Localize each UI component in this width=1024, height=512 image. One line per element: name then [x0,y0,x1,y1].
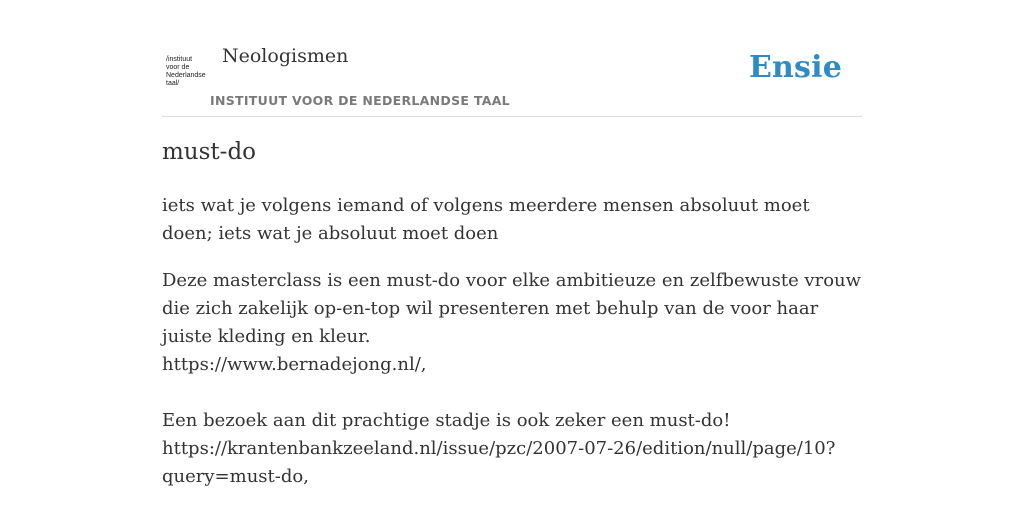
logo-line: /instituut [166,56,193,63]
example-source-link[interactable]: https://krantenbankzeeland.nl/issue/pzc/2007-07-26/edition/null/page/10?query=must-do, [162,438,836,487]
examples [162,267,862,491]
headword: must-do [162,139,257,165]
logo-line: Nederlandse [166,72,206,79]
example [162,407,862,491]
header [162,0,862,117]
example-text: Deze masterclass is een must-do voor elke ambitieuze en zelfbewuste vrouw die zich zakelijk op-en-top wil presenteren met behulp van de voor haar juiste kleding en kleur. [162,270,862,347]
example [162,267,862,379]
logo-line: voor de [166,64,190,71]
site-name[interactable]: Neologismen [222,45,349,67]
example-source-link[interactable]: https://www.bernadejong.nl/, [162,354,427,375]
brand-logo[interactable]: Ensie [748,50,842,85]
page [162,0,862,512]
institute-name: INSTITUUT VOOR DE NEDERLANDSE TAAL [210,93,510,108]
example-text: Een bezoek aan dit prachtige stadje is ook zeker een must-do! [162,410,731,431]
definition: iets wat je volgens iemand of volgens meerdere mensen absoluut moet doen; iets wat je absoluut moet doen [162,195,810,244]
institute-logo[interactable] [166,56,210,88]
logo-line: taal/ [166,80,180,87]
